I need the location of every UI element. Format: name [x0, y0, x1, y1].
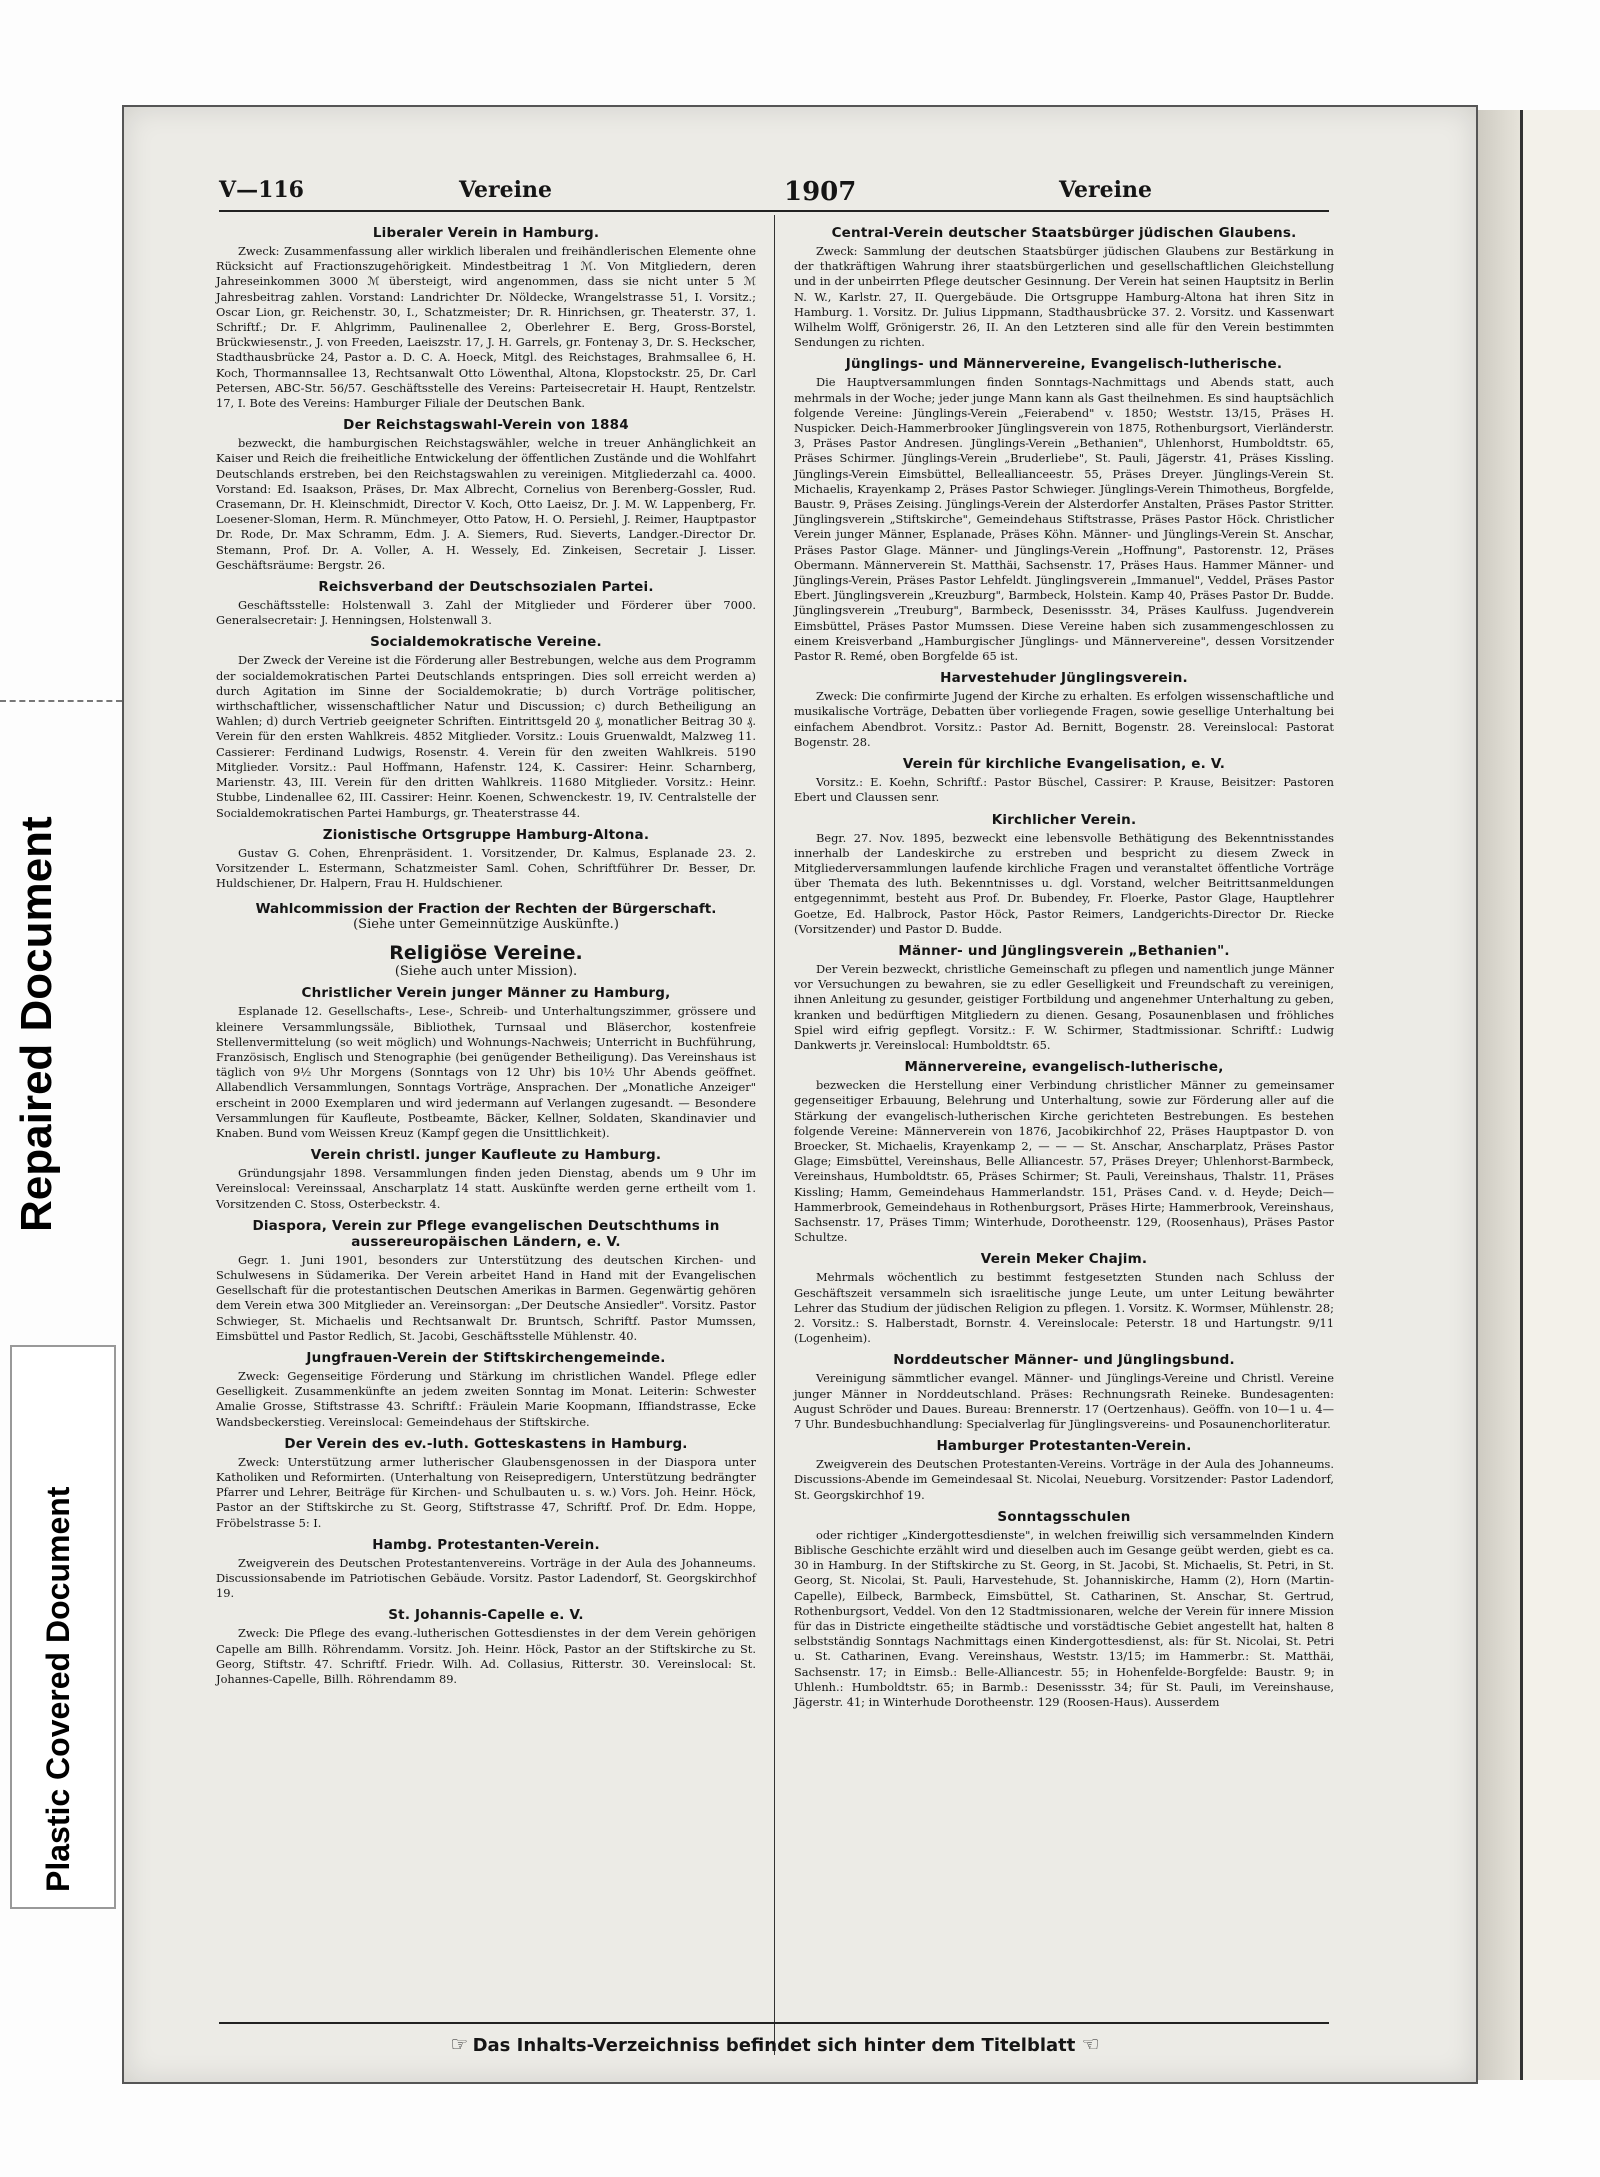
pointing-hand-right-icon: ☜ — [1081, 2032, 1098, 2056]
article-body: Zweck: Gegenseitige Förderung und Stärkung im christlichen Wandel. Pflege edler Geselligkeit. Zusammenkünfte an jedem zweiten Sonntag im Monat. Leiterin: Schwester Amalie Grosse, Stiftstrasse 43. Schriftf.: Fräulein Marie Koopmann, Iffiandstrasse, Ecke Wandsbeckerstieg. Vereinslocal: Gemeindehaus der Stiftskirche. — [216, 1368, 756, 1429]
binding-shadow — [1470, 110, 1525, 2080]
article — [216, 417, 756, 573]
article-title: St. Johannis-Capelle e. V. — [388, 1607, 584, 1624]
column-divider — [774, 215, 775, 2055]
article — [794, 356, 1334, 664]
footer-rule — [219, 2022, 1329, 2024]
article-body: Geschäftsstelle: Holstenwall 3. Zahl der Mitglieder und Förderer über 7000. Generalsecretair: J. Henningsen, Holstenwall 3. — [216, 598, 756, 628]
article-title: Harvestehuder Jünglingsverein. — [940, 670, 1188, 687]
article — [794, 756, 1334, 805]
footer-note — [219, 2032, 1329, 2056]
article — [794, 1059, 1334, 1245]
article — [216, 1147, 756, 1212]
article-title: Liberaler Verein in Hamburg. — [372, 225, 600, 241]
article-body: Zweck: Sammlung der deutschen Staatsbürger jüdischen Glaubens zur Bestärkung in der thatkräftigen Wahrung ihrer staatsbürgerlichen und gesellschaftlichen Gleichstellung und in der unbeirrten Pflege deutscher Gesinnung. Der Verein hat seinen Hauptsitz in Berlin N. W., Karlstr. 27, II. Quergebäude. Die Ortsgruppe Hamburg-Altona hat ihren Sitz in Hamburg. 1. Vorsitz. Dr. Julius Lippmann, Stadthausbrücke 37. 2. Vorsitz. und Kassenwart Wilhelm Wolff, Grönigerstr. 26, II. An den Letzteren sind alle für den Verein bestimmten Sendungen zu richten. — [794, 244, 1334, 350]
article-body: Zweck: Unterstützung armer lutherischer Glaubensgenossen in der Diaspora unter Katholiken und Reformirten. (Unterhaltung von Reisepredigern, Unterstützung bedrängter Pfarrer und Lehrer, Beiträge für Kirchen- und Schulbauten u. s. w.) Vors. Joh. Heinr. Höck, Pastor an der Stiftskirche zu St. Georg, Stiftstrasse 47, Schriftf. Prof. Dr. Edm. Hoppe, Fröbelstrasse 5: I. — [216, 1454, 756, 1530]
article-title: Sonntagsschulen — [997, 1508, 1131, 1525]
article — [216, 827, 756, 892]
plastic-covered-label: Plastic Covered Document — [40, 1486, 76, 1892]
article-body: bezweckt, die hamburgischen Reichstagswähler, welche in treuer Anhänglichkeit an Kaiser und Reich die freiheitliche Entwickelung der öffentlichen Zustände und die Wohlfahrt Deutschlands erstreben, bei den Reichstagswahlen zu vereinigen. Mitgliederzahl ca. 4000. Vorstand: Ed. Isaakson, Präses, Dr. Max Albrecht, Cornelius von Berenberg-Gossler, Rud. Crasemann, Dr. H. Kleinschmidt, Director V. Koch, Otto Laeisz, Dr. J. M. W. Lappenberg, Fr. Loesener-Sloman, Herm. R. Münchmeyer, Otto Patow, H. O. Persiehl, J. Reimer, Hauptpastor Dr. Rode, Dr. Max Schramm, Edm. J. A. Siemers, Rud. Sieverts, Landger.-Director Dr. Stemann, Prof. Dr. A. Voller, A. H. Wessely, Ed. Zinkeisen, Secretair J. Lisser. Geschäftsräume: Bergstr. 26. — [216, 436, 756, 572]
article — [216, 579, 756, 628]
article-body: Der Verein bezweckt, christliche Gemeinschaft zu pflegen und namentlich junge Männer vor Versuchungen zu bewahren, sie zu edler Geselligkeit und Freundschaft zu vereinigen, ihnen Anleitung zu gesunder, geistiger Fortbildung und angenehmer Unterhaltung zu geben, kranken und bedürftigen Mitgliedern zu dienen. Gesang, Posaunenblasen und fröhliches Spiel wird eifrig gepflegt. Vorsitz.: F. W. Schirmer, Stadtmissionar. Schriftf.: Ludwig Dankwerts jr. Vereinslocal: Humboldtstr. 65. — [794, 961, 1334, 1052]
article-title: Socialdemokratische Vereine. — [370, 634, 602, 651]
repaired-document-label: Repaired Document — [12, 816, 61, 1232]
article — [794, 812, 1334, 937]
article — [794, 943, 1334, 1053]
article-title: Hambg. Protestanten-Verein. — [372, 1536, 600, 1553]
article-body: Gegr. 1. Juni 1901, besonders zur Unterstützung des deutschen Kirchen- und Schulwesens in Südamerika. Der Verein arbeitet Hand in Hand mit der Evangelischen Gesellschaft für die protestantischen Deutschen Amerikas in Barmen. Gegenwärtig gehören dem Verein etwa 300 Mitglieder an. Vereinsorgan: „Der Deutsche Ansiedler". Vorsitz. Pastor Schwieger, St. Michaelis und Rechtsanwalt Dr. Bruntsch, Schriftf. Pastor Mumssen, Eimsbüttel und Pastor Redlich, St. Jacobi, Geschäftsstelle Mühlenstr. 40. — [216, 1252, 756, 1343]
article-title: Jungfrauen-Verein der Stiftskirchengemeinde. — [306, 1349, 666, 1366]
article-body: Gründungsjahr 1898. Versammlungen finden jeden Dienstag, abends um 9 Uhr im Vereinslocal: Vereinssaal, Anscharplatz 14 statt. Auskünfte werden gerne ertheilt vom 1. Vorsitzenden C. Stoss, Osterbeckstr. 4. — [216, 1166, 756, 1211]
article-title: Männervereine, evangelisch-lutherische, — [904, 1059, 1224, 1076]
article-title: Männer- und Jünglingsverein „Bethanien". — [898, 942, 1230, 959]
religious-subtitle: (Siehe auch unter Mission). — [394, 964, 578, 980]
cut-line — [0, 700, 122, 702]
article-title: Verein für kirchliche Evangelisation, e. V. — [902, 756, 1226, 773]
header-rule — [219, 210, 1329, 212]
article-body: Esplanade 12. Gesellschafts-, Lese-, Schreib- und Unterhaltungszimmer, grössere und kleinere Versammlungssäle, Bibliothek, Turnsaal und Bläserchor, kostenfreie Stellenvermittelung (so weit möglich) und Wohnungs-Nachweis; Unterricht in Buchführung, Französisch, Englisch und Stenographie (bei genügender Betheiligung). Das Vereinshaus ist täglich von 9½ Uhr Morgens (Sonntags von 12 Uhr) bis 10½ Uhr Abends geöffnet. Allabendlich Versammlungen, Sonntags Vorträge, Ansprachen. Der „Monatliche Anzeiger" erscheint in 2000 Exemplaren und wird jedermann auf Verlangen zugesandt. — Besondere Versammlungen für Kaufleute, Postbeamte, Bäcker, Kellner, Soldaten, Skandinavier und Knaben. Bund vom Weissen Kreuz (Kampf gegen die Unsittlichkeit). — [216, 1004, 756, 1140]
article-body: Zweck: Die confirmirte Jugend der Kirche zu erhalten. Es erfolgen wissenschaftliche und musikalische Vorträge, Debatten über vorliegende Fragen, sowie gesellige Unterhaltung bei einfachem Abendbrot. Vorsitz.: Pastor Ad. Bernitt, Bogenstr. 28. Vereinslocal: Pastorat Bogenstr. 28. — [794, 689, 1334, 749]
right-column — [794, 219, 1334, 1716]
article-title: Hamburger Protestanten-Verein. — [936, 1438, 1192, 1455]
header-left-title: Vereine — [459, 177, 552, 203]
wahl-note: (Siehe unter Gemeinnützige Auskünfte.) — [353, 917, 619, 933]
article-title: Diaspora, Verein zur Pflege evangelischen Deutschthums in aussereuropäischen Ländern, e. V. — [252, 1217, 720, 1250]
article-body: Vereinigung sämmtlicher evangel. Männer- und Jünglings-Vereine und Christl. Vereine junger Männer in Norddeutschland. Präses: Rechnungsrath Reineke. Bundesagenten: August Schröder und Daues. Bureau: Brennerstr. 17 (Oertzenhaus). Geöffn. von 10—1 u. 4—7 Uhr. Bundesbuchhandlung: Specialverlag für Jünglingsvereins- und Posaunenchorliteratur. — [794, 1371, 1334, 1431]
article-body: Zweck: Die Pflege des evang.-lutherischen Gottesdienstes in der dem Verein gehörigen Capelle am Billh. Röhrendamm. Vorsitz. Joh. Heinr. Höck, Pastor an der Stiftskirche zu St. Georg, Stiftstr. 47. Schriftf. Friedr. Wilh. Ad. Collasius, Ritterstr. 30. Vereinslocal: St. Johannes-Capelle, Billh. Röhrendamm 89. — [216, 1626, 756, 1687]
article-title: Norddeutscher Männer- und Jünglingsbund. — [893, 1352, 1235, 1369]
article-title: Zionistische Ortsgruppe Hamburg-Altona. — [322, 826, 650, 843]
article-title: Der Reichstagswahl-Verein von 1884 — [343, 417, 629, 434]
article — [216, 225, 756, 411]
article — [794, 1352, 1334, 1432]
left-column — [216, 219, 756, 1693]
article-title: Jünglings- und Männervereine, Evangelisch-lutherische. — [845, 356, 1283, 373]
article — [216, 1218, 756, 1344]
article-title: Kirchlicher Verein. — [991, 811, 1137, 828]
article-body: bezwecken die Herstellung einer Verbindung christlicher Männer zu gemeinsamer gegenseitiger Erbauung, Belehrung und Unterhaltung, sowie zur Förderung aller auf die Stärkung der evangelisch-lutherischen Kirche gerichteten Bestrebungen. Es bestehen folgende Vereine: Männerverein von 1876, Jacobikirchhof 22, Präses Hauptpastor D. von Broecker, St. Michaelis, Krayenkamp 2, — — — St. Anschar, Anscharplatz, Präses Pastor Glage; Eimsbüttel, Vereinshaus, Belle Alliancestr. 57, Präses Dreyer; Uhlenhorst-Barmbeck, Vereinshaus, Humboldtstr. 65, Präses Schirmer; St. Pauli, Vereinshaus, Thalstr. 11, Präses Kissling; Hamm, Gemeindehaus Hammerlandstr. 151, Präses Cand. v. d. Heyde; Deich—Hammerbrook, Gemeindehaus in Rothenburgsort, Präses Hirte; Hammerbrook, Vereinshaus, Sachsenstr. 17, Präses Timm; Winterhude, Dorotheenstr. 129, (Roosenhaus), Präses Pastor Schultze. — [794, 1078, 1334, 1245]
article-body: Zweck: Zusammenfassung aller wirklich liberalen und freihändlerischen Elemente ohne Rücksicht auf Fractionszugehörigkeit. Mindestbeitrag 1 ℳ. Von Mitgliedern, deren Jahreseinkommen 3000 ℳ übersteigt, wird angenommen, dass sie nicht unter 5 ℳ Jahresbeitrag zahlen. Vorstand: Landrichter Dr. Nöldecke, Wrangelstrasse 51, I. Vorsitz.; Oscar Lion, gr. Reichenstr. 30, I., Schatzmeister; Dr. R. Hinrichsen, gr. Theaterstr. 37, 1. Schriftf.; Dr. F. Ahlgrimm, Paulinenallee 2, Oberlehrer E. Berg, Gross-Borstel, Brückwiesenstr., J. von Freeden, Laeiszstr. 17, J. H. Garrels, gr. Fontenay 3, Dr. S. Heckscher, Stadthausbrücke 24, Pastor a. D. C. A. Hoeck, Mitgl. des Reichstages, Brahmsallee 6, H. Koch, Thormannsallee 13, Rechtsanwalt Otto Löwenthal, Altona, Klopstockstr. 25, Dr. Carl Petersen, ABC-Str. 56/57. Geschäftsstelle des Vereins: Parteisecretair H. Haupt, Rentzelstr. 17, I. Bote des Vereins: Hamburger Filiale der Deutschen Bank. — [216, 244, 756, 411]
wahl-title: Wahlcommission der Fraction der Rechten der Bürgerschaft. — [255, 901, 717, 918]
header-right-title: Vereine — [1059, 177, 1152, 203]
article-title: Central-Verein deutscher Staatsbürger jüdischen Glaubens. — [831, 225, 1297, 241]
article-title: Verein christl. junger Kaufleute zu Hamburg. — [310, 1147, 662, 1164]
article-body: Zweigverein des Deutschen Protestantenvereins. Vorträge in der Aula des Johanneums. Discussionsabende im Patriotischen Gebäude. Vorsitz. Pastor Ladendorf, St. Georgskirchhof 19. — [216, 1555, 756, 1601]
article — [216, 1350, 756, 1430]
footer-text: Das Inhalts-Verzeichniss befindet sich hinter dem Titelblatt — [472, 2035, 1076, 2056]
article — [216, 1436, 756, 1531]
religious-title: Religiöse Vereine. — [389, 942, 583, 965]
article-title: Reichsverband der Deutschsozialen Partei. — [318, 579, 654, 596]
pointing-hand-left-icon: ☞ — [450, 2032, 467, 2056]
article-body: Begr. 27. Nov. 1895, bezweckt eine lebensvolle Bethätigung des Bekenntnisstandes innerhalb der Landeskirche zu erstreben und bespricht zu diesem Zweck in Mitgliederversammlungen laufende kirchliche Fragen und veranstaltet öffentliche Vorträge über Themata des luth. Bekenntnisses u. dgl. Vorstand, welcher Beitrittsanmeldungen entgegennimmt, besteht aus Prof. Dr. Bubendey, Fr. Floerke, Pastor Glage, Hauptlehrer Goetze, Ed. Halbrock, Pastor Höck, Pastor Reimers, Landgerichts-Director Dr. Riecke (Vorsitzender) und Pastor D. Budde. — [794, 830, 1334, 936]
header-year: 1907 — [784, 177, 857, 207]
article-title: Christlicher Verein junger Männer zu Hamburg, — [301, 985, 671, 1002]
article-body: Gustav G. Cohen, Ehrenpräsident. 1. Vorsitzender, Dr. Kalmus, Esplanade 23. 2. Vorsitzender L. Estermann, Schatzmeister Saml. Cohen, Schriftführer Dr. Besser, Dr. Huldschiener, Dr. Halpern, Frau H. Huldschiener. — [216, 845, 756, 891]
article-title: Der Verein des ev.-luth. Gotteskastens in Hamburg. — [284, 1435, 688, 1452]
next-page-edge — [1520, 110, 1600, 2080]
newspaper-page — [122, 105, 1478, 2084]
article — [794, 1438, 1334, 1503]
article-body: Vorsitz.: E. Koehn, Schriftf.: Pastor Büschel, Cassirer: P. Krause, Beisitzer: Pastoren Ebert und Claussen senr. — [794, 775, 1334, 805]
article — [216, 1607, 756, 1687]
article — [794, 1509, 1334, 1710]
article — [794, 670, 1334, 750]
article — [216, 1537, 756, 1602]
page-number: V—116 — [219, 177, 304, 203]
article-body: oder richtiger „Kindergottesdienste", in welchen freiwillig sich versammelnden Kindern Biblische Geschichte erzählt wird und dieselben auch im Gesange geübt werden, giebt es ca. 30 in Hamburg. In der Stiftskirche zu St. Georg, in St. Jacobi, St. Michaelis, St. Petri, in St. Georg, St. Nicolai, St. Pauli, Harvestehude, St. Johanniskirche, Hamm (2), Horn (Martin-Capelle), Eilbeck, Barmbeck, Eimsbüttel, St. Catharinen, St. Anschar, St. Gertrud, Rothenburgsort, Veddel. Von den 12 Stadtmissionaren, welche der Verein für innere Mission für das in Districte eingetheilte städtische und vorstädtische Gebiet angestellt hat, halten 8 selbstständig Sonntags Nachmittags einen Kindergottesdienst, als: für St. Nicolai, St. Petri u. St. Catharinen, Evang. Vereinshaus, Weststr. 13/15; im Hammerbr.: St. Matthäi, Sachsenstr. 17; in Eimsb.: Belle-Alliancestr. 55; in Hohenfelde-Borgfelde: Baustr. 9; in Uhlenh.: Humboldtstr. 65; in Barmb.: Desenissstr. 34; für St. Pauli, im Vereinshause, Jägerstr. 41; in Winterhude Dorotheenstr. 129 (Roosen-Haus). Ausserdem — [794, 1527, 1334, 1710]
article — [794, 225, 1334, 350]
article-body: Zweigverein des Deutschen Protestanten-Vereins. Vorträge in der Aula des Johanneums. Discussions-Abende im Gemeindesaal St. Nicolai, Neueburg. Vorsitzender: Pastor Ladendorf, St. Georgskirchhof 19. — [794, 1457, 1334, 1502]
article-body: Mehrmals wöchentlich zu bestimmt festgesetzten Stunden nach Schluss der Geschäftszeit versammeln sich israelitische junge Leute, um unter Leitung bewährter Lehrer das Studium der jüdischen Religion zu pflegen. 1. Vorsitz. K. Wormser, Mühlenstr. 28; 2. Vorsitz.: S. Halberstadt, Bornstr. 4. Vereinslocale: Peterstr. 18 und Hartungstr. 9/11 (Logenheim). — [794, 1270, 1334, 1346]
article — [794, 1251, 1334, 1346]
article — [216, 634, 756, 820]
article — [216, 985, 756, 1141]
article-title: Verein Meker Chajim. — [980, 1251, 1148, 1268]
article-body: Der Zweck der Vereine ist die Förderung aller Bestrebungen, welche aus dem Programm der socialdemokratischen Partei Deutschlands entspringen. Dies soll erreicht werden a) durch Agitation im Sinne der Socialdemokratie; b) durch Vorträge politischer, wirthschaftlicher, wissenschaftlicher Natur und Discussion; c) durch Betheiligung an Wahlen; d) durch Vertrieb geeigneter Schriften. Eintrittsgeld 20 ₰, monatlicher Beitrag 30 ₰. Verein für den ersten Wahlkreis. 4852 Mitglieder. Vorsitz.: Louis Gruenwaldt, Malzweg 11. Cassierer: Ferdinand Ludwigs, Rosenstr. 4. Verein für den zweiten Wahlkreis. 5190 Mitglieder. Vorsitz.: Paul Hoffmann, Hafenstr. 124, K. Cassirer: Heinr. Scharnberg, Marienstr. 43, III. Verein für den dritten Wahlkreis. 11680 Mitglieder. Vorsitz.: Heinr. Stubbe, Lindenallee 62, III. Cassirer: Heinr. Koenen, Schwenckestr. 19, IV. Centralstelle der Socialdemokratischen Partei Hamburgs, gr. Theaterstrasse 44. — [216, 653, 756, 820]
article-body: Die Hauptversammlungen finden Sonntags-Nachmittags und Abends statt, auch mehrmals in der Woche; jeder junge Mann kann als Gast theilnehmen. Es sind hauptsächlich folgende Vereine: Jünglings-Verein „Feierabend" v. 1850; Weststr. 13/15, Präses H. Nuspicker. Deich-Hammerbrooker Jünglingsverein von 1875, Rothenburgsort, Vierländerstr. 3, Präses Pastor Andresen. Jünglings-Verein „Bethanien", Uhlenhorst, Humboldtstr. 65, Präses Schirmer. Jünglings-Verein „Bruderliebe", St. Pauli, Jägerstr. 41, Präses Kissling. Jünglings-Verein Eimsbüttel, Belleallianceestr. 55, Präses Dreyer. Jünglings-Verein St. Michaelis, Krayenkamp 2, Präses Pastor Schwieger. Jünglings-Verein Thimotheus, Borgfelde, Baustr. 9, Präses Zeising. Jünglings-Verein der Alsterdorfer Anstalten, Präses Pastor Stritter. Jünglingsverein „Stiftskirche", Gemeindehaus Stiftstrasse, Präses Pastor Höck. Christlicher Verein junger Männer, Esplanade, Präses Köhn. Männer- und Jünglings-Verein St. Anschar, Präses Pastor Glage. Männer- und Jünglings-Verein „Hoffnung", Pastorenstr. 12, Präses Obermann. Männerverein St. Matthäi, Sachsenstr. 17, Präses Haus. Hammer Männer- und Jünglings-Verein, Präses Pastor Lehfeldt. Jünglingsverein „Immanuel", Veddel, Präses Pastor Ebert. Jünglingsverein „Kreuzburg", Barmbeck, Holstein. Kamp 40, Präses Pastor Dr. Budde. Jünglingsverein „Treuburg", Barmbeck, Desenissstr. 34, Präses Kaulfuss. Jugendverein Eimsbüttel, Präses Pastor Mumssen. Diese Vereine haben sich zusammengeschlossen zu einem Kreisverband „Hamburgischer Jünglings- und Männervereine", dessen Vorsitzender Pastor R. Remé, oben Borgfelde 65 ist. — [794, 375, 1334, 664]
